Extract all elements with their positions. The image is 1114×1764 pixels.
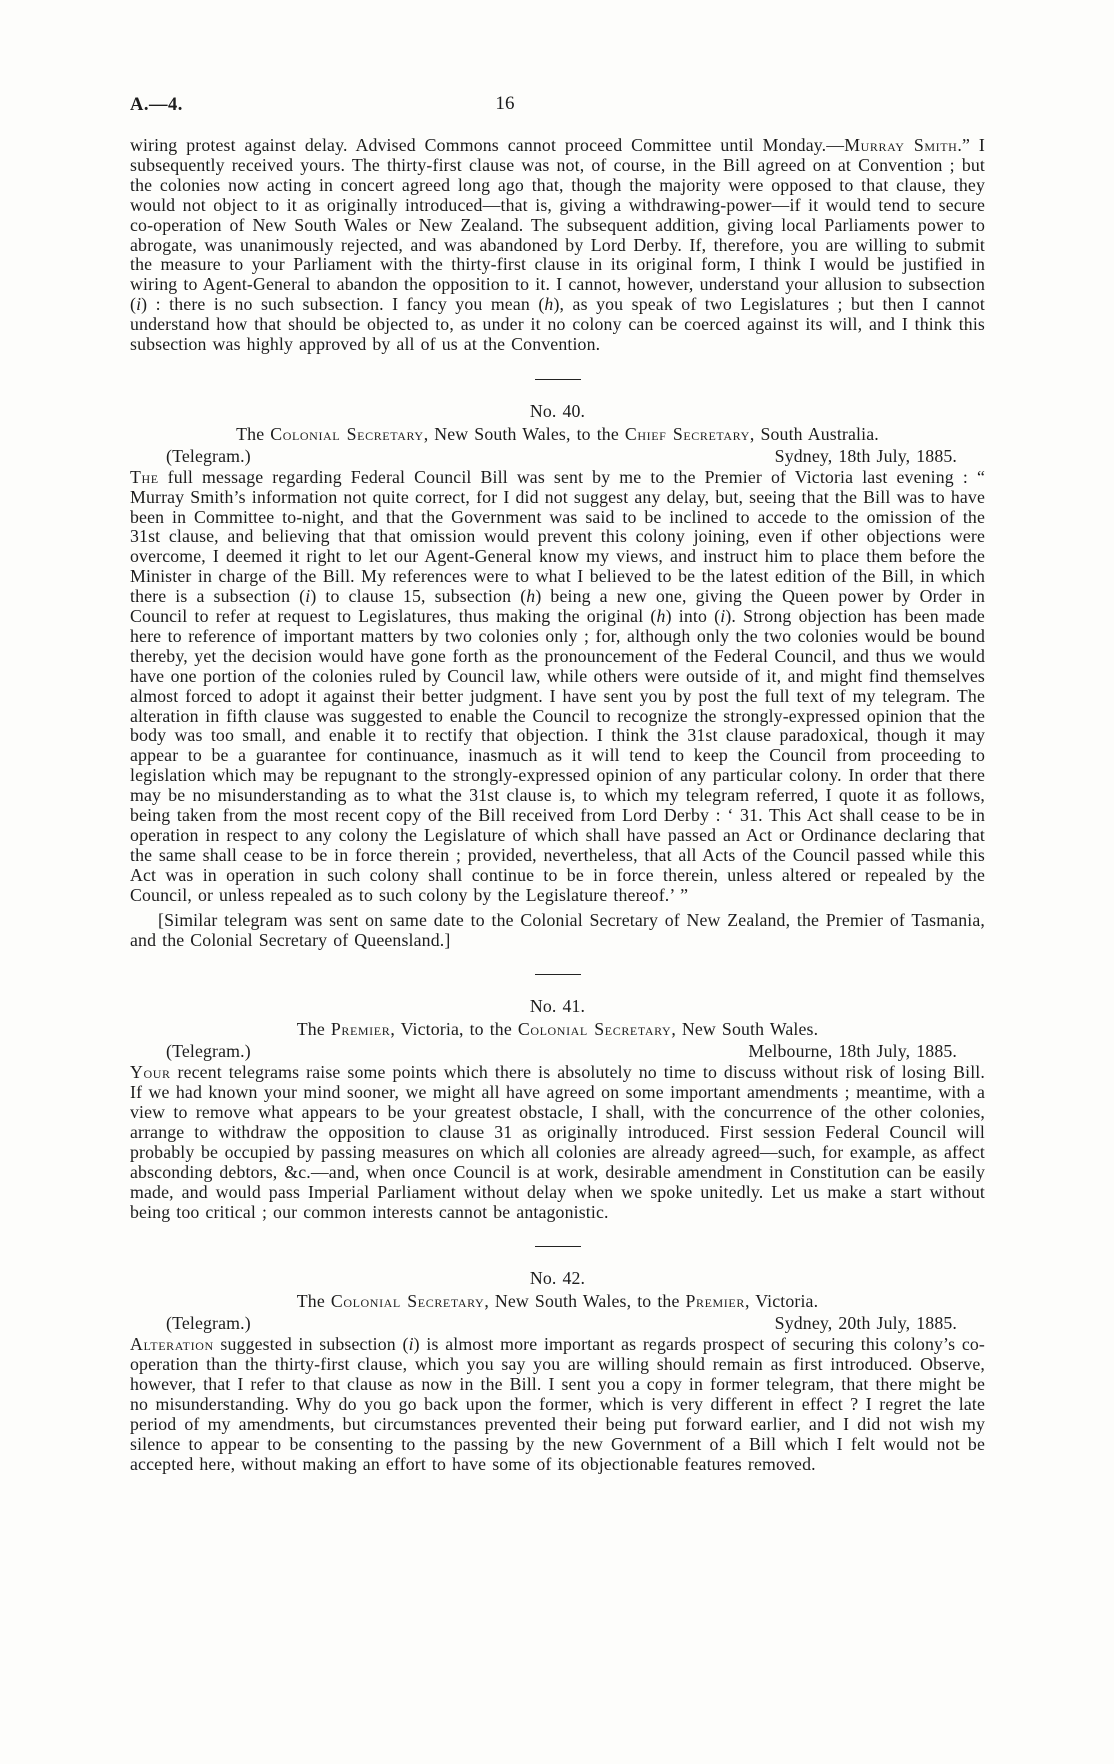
doc-reference: A.—4. [130, 95, 183, 115]
text-segment: Chief Secretary [624, 423, 750, 444]
text-segment: Alteration [130, 1334, 214, 1355]
text-segment: h [526, 586, 536, 607]
text-segment: Colonial Secretary [330, 1291, 485, 1312]
telegram-body-paragraph [130, 1063, 985, 1222]
telegram-dateline-row [130, 1314, 985, 1334]
text-segment: i [136, 294, 142, 315]
text-segment: ) being a new one, giving the Queen power by Order in Council to refer at request to Legislatures, thus making the original ( [130, 586, 985, 627]
section-number: No. 40. [529, 400, 586, 421]
section-no-40 [130, 402, 985, 950]
dateline: Melbourne, 18th July, 1885. [748, 1041, 957, 1062]
text-segment: Colonial Secretary [270, 423, 424, 444]
text-segment: wiring protest against delay. Advised Commons cannot proceed Committee until Monday.— [130, 135, 845, 155]
section-no-42 [130, 1269, 985, 1474]
text-segment: , New South Wales, to the [423, 423, 625, 444]
text-segment: Premier [330, 1019, 391, 1040]
text-segment: [Similar telegram was sent on same date to the Colonial Secretary of New Zealand, the Premier of Tasmania, and the Colonial Secretary of Queensland.] [130, 909, 985, 950]
section-heading [130, 425, 985, 445]
text-segment: , New South Wales. [671, 1019, 819, 1040]
text-segment: i [305, 586, 311, 607]
text-segment: suggested in subsection ( [213, 1334, 409, 1355]
telegram-body-paragraph [130, 1335, 985, 1474]
section-heading [130, 1292, 985, 1312]
page-number: 16 [495, 93, 515, 114]
telegram-note-paragraph [130, 911, 985, 951]
text-segment: The [130, 466, 159, 487]
text-segment: Premier [685, 1291, 745, 1312]
page-header [130, 93, 985, 120]
text-segment: , New South Wales, to the [484, 1291, 686, 1312]
text-segment: , Victoria, to the [390, 1019, 518, 1040]
section-divider [535, 379, 581, 380]
text-segment: full message regarding Federal Council Bill was sent by me to the Premier of Victoria last evening : “ Murray Smith’s information not quite correct, for I did not suggest any delay, but, seeing that the Bill was to have been in Committee to-night, and that the Government was said to be inclined to accede to the omission of the 31st clause, and believing that that omission would prevent this colony joining, even if other objections were overcome, I deemed it right to let our Agent-General know my views, and instruct him to place them before the Minister in charge of the Bill. My references were to what I believed to be the latest edition of the Bill, in which there is a subsection ( [130, 466, 985, 607]
text-segment: Your [130, 1062, 171, 1083]
text-segment: i [408, 1334, 414, 1355]
dateline: Sydney, 18th July, 1885. [774, 445, 957, 466]
section-number: No. 42. [529, 1268, 586, 1289]
section-divider [535, 974, 581, 975]
text-segment: h [544, 294, 554, 315]
text-segment: ), as you speak of two Legislatures ; but then I cannot understand how that should be objected to, as under it no colony can be coerced against its will, and I think this subsection was highly approved by all of us at the Convention. [130, 294, 985, 355]
telegram-dateline-row [130, 447, 985, 467]
text-segment: ) to clause 15, subsection ( [310, 586, 527, 607]
text-segment: The [236, 423, 271, 444]
telegram-dateline-row [130, 1042, 985, 1062]
text-segment: Murray Smith [844, 135, 958, 155]
dateline: Sydney, 20th July, 1885. [774, 1313, 957, 1334]
text-segment: The [296, 1019, 331, 1040]
text-segment: recent telegrams raise some points which there is absolutely no time to discuss without risk of losing Bill. If we had known your mind sooner, we might all have agreed on some important amendments ; meantime, with a view to remove what appears to be your greatest obstacle, I shall, with the concurrence of the other colonies, arrange to withdraw the opposition to clause 31 as originally introduced. First session Federal Council will probably be occupied by passing measures on which all colonies are already agreed—such, for example, as affect absconding debtors, &c.—and, when once Council is at work, desirable amendment in Constitution can be easily made, and would pass Imperial Parliament without delay when we spoke unitedly. Let us make a start without being too critical ; our common interests cannot be antagonistic. [130, 1062, 985, 1222]
text-segment: ) : there is no such subsection. I fancy you mean ( [141, 294, 545, 315]
text-segment: i [720, 606, 726, 627]
continuation-paragraph [130, 136, 985, 355]
text-segment: ) into ( [665, 606, 721, 627]
section-number: No. 41. [529, 996, 586, 1017]
text-segment: ). Strong objection has been made here to reference of important matters by two colonies only ; for, although only the two colonies would be bound thereby, yet the decision would have gone forth as the pronouncement of the Federal Council, and thus we would have one portion of the colonies ruled by Council law, while others were outside of it, and might find themselves almost forced to adopt it against their better judgment. I have sent you by post the full text of my telegram. The alteration in fifth clause was suggested to enable the Council to recognize the strongly-expressed opinion that the body was too small, and enable it to rectify that objection. I think the 31st clause paradoxical, though it may appear to be a guarantee for continuance, inasmuch as it will tend to keep the Council from proceeding to legislation which may be repugnant to the strongly-expressed opinion of any particular colony. In order that there may be no misunderstanding as to what the 31st clause is, to which my telegram referred, I quote it as follows, being taken from the most recent copy of the Bill received from Lord Derby : ‘ 31. This Act shall cease to be in operation in respect to any colony the Legislature of which shall have passed an Act or Ordinance declaring that the same shall cease to be in force therein ; provided, nevertheless, that all Acts of the Council passed while this Act was in operation in such colony shall continue to be in force therein, unless altered or repealed by the Council, or unless repealed as to such colony by the Legislature thereof.’ ” [130, 606, 985, 905]
telegram-body-paragraph [130, 468, 985, 906]
section-heading [130, 1020, 985, 1040]
telegram-label: (Telegram.) [166, 445, 251, 466]
telegram-label: (Telegram.) [166, 1313, 251, 1334]
text-segment: Colonial Secretary [517, 1019, 672, 1040]
text-segment: The [296, 1291, 331, 1312]
section-no-41 [130, 997, 985, 1222]
text-segment: .” I subsequently received yours. The thirty-first clause was not, of course, in the Bill agreed on at Convention ; but the colonies now acting in concert agreed long ago that, though the majority were opposed to that clause, they would not object to it as originally introduced—that is, giving a withdrawing-power—if it would tend to secure co-operation of New South Wales or New Zealand. The subsequent addition, giving local Parliaments power to abrogate, was unanimously rejected, and was abandoned by Lord Derby. If, therefore, you are willing to submit the measure to your Parliament with the thirty-first clause in its original form, I think I would be justified in wiring to Agent-General to abandon the opposition to it. I cannot, however, understand your allusion to subsection ( [130, 135, 986, 315]
text-segment: ) is almost more important as regards prospect of securing this colony’s co-operation than the thirty-first clause, which you say you are willing should remain as first introduced. Observe, however, that I refer to that clause as now in the Bill. I sent you a copy in former telegram, that there might be no misunderstanding. Why do you go back upon the former, which is very different in effect ? I regret the late period of my amendments, but circumstances prevented their being put forward earlier, and I did not wish my silence to appear to be consenting to the passing by the new Government of a Bill which I felt would not be accepted here, without making an effort to have some of its objectionable features removed. [130, 1334, 985, 1474]
text-segment: , South Australia. [749, 423, 879, 444]
telegram-label: (Telegram.) [166, 1041, 251, 1062]
section-divider [535, 1246, 581, 1247]
text-segment: h [656, 606, 666, 627]
text-segment: , Victoria. [744, 1291, 819, 1312]
